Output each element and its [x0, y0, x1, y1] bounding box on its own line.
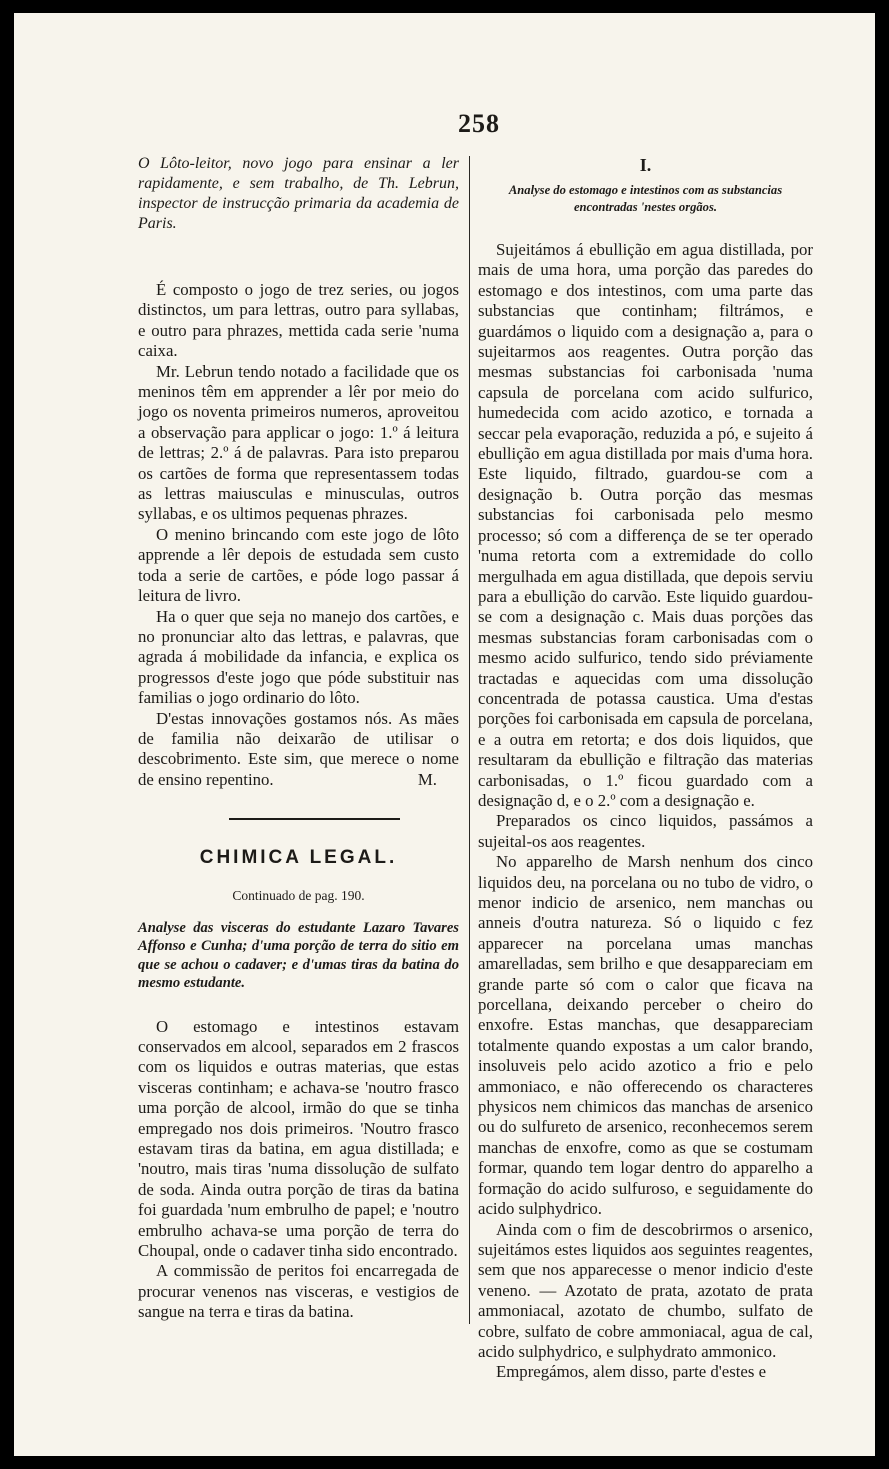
section-title: CHIMICA LEGAL. — [199, 847, 398, 869]
spacer — [138, 907, 459, 919]
paragraph: Mr. Lebrun tendo notado a facilidade que os meninos têm em apprender a lêr por meio do jogo os noventa primeiros numeros, aproveitou a observação para applicar o jogo: 1.º á leitura de lettras; 2.º á de palavras. Para isto preparou os cartões de forma que representassem todas as lettras maiusculas e minusculas, outros syllabas, e os ultimos pequenas phrazes. — [138, 361, 459, 524]
paragraph: O estomago e intestinos estavam conservados em alcool, separados em 2 frascos com os liquidos e outras materias, que estas visceras continham; e achava-se 'noutro frasco uma porção de alcool, irmão do que se tinha empregado nos dois primeiros. 'Noutro frasco estavam tiras da batina, em agua distillada; e 'noutro, mais tiras 'numa dissolução de sulfato de soda. Ainda outra porção de tiras da batina foi guardada 'num embrulho de papel; e 'noutro embrulho achava-se uma porção de terra do Choupal, onde o cadaver tinha sido encontrado. — [138, 1016, 459, 1261]
paragraph: Empregámos, alem disso, parte d'estes e — [496, 1362, 767, 1382]
rule-wrap — [138, 790, 459, 830]
paragraph: Sujeitámos á ebullição em agua distillada, por mais de uma hora, uma porção das paredes do estomago e dos intestinos, com uma parte das substancias que continham; filtrámos, e guardámos o liquido com a designação a, para o sujeitarmos aos reagentes. Outra porção das mesmas substancias foi carbonisada 'numa capsula de porcelana com acido sulfurico, humedecida com acido azotico, e tornada a seccar pela evaporação, reduzida a pó, e sujeito á ebullição em agua distillada por mais d'uma hora. Este liquido, filtrado, guardou-se com a designação b. Outra porção das mesmas substancias foi carbonisada pelo mesmo processo; só com a differença de se ter operado 'numa retorta com a extremidade do collo mergulhada em agua distillada, que depois serviu para a ebullição do carvão. Este liquido guardou-se com a designação c. Mais duas porções das mesmas substancias foram carbonisadas com o mesmo acido sulfurico, tendo sido préviamente tractadas e aquecidas com uma dissolução concentrada de potassa caustica. Uma d'estas porções foi carbonisada em capsula de porcelana, e a outra em retorta; e dos dois liquidos, que resultaram da ebullição e filtração das materias carbonisadas, o 1.º ficou guardado com a designação d, e o 2.º com a designação e. — [478, 240, 813, 810]
paragraph: Ha o quer que seja no manejo dos cartões, e no pronunciar alto das lettras, e palavras, que agrada á mobilidade da infancia, e explica os progressos d'este jogo que póde substituir nas familias o jogo ordinario do lôto. — [138, 606, 459, 708]
left-column — [138, 154, 459, 1323]
paragraph: A commissão de peritos foi encarregada de procurar venenos nas visceras, e vestigios de sangue na terra e tiras da batina. — [138, 1261, 459, 1322]
paragraph: É composto o jogo de trez series, ou jogos distinctos, um para lettras, outro para syllabas, e outro para phrazes, mettida cada serie 'numa caixa. — [138, 280, 459, 361]
signature: M. — [417, 769, 437, 789]
section-numeral: I. — [639, 155, 652, 175]
paragraph: No apparelho de Marsh nenhum dos cinco liquidos deu, na porcelana ou no tubo de vidro, o menor indicio de arsenico, nem manchas ou anneis d'outra natureza. Só o liquido c fez apparecer na porcelana umas manchas amarelladas, sem brilho e que desappareciam em grande parte só com o calor que ficava na porcellana, deixando perceber o cheiro do enxofre. Estas manchas, que desappareciam totalmente quando expostas a um calor brando, insoluveis pelo acido azotico a frio e pelo ammoniaco, e não offerecendo os characteres physicos nem chimicos das manchas de arsenico ou do sulfureto de arsenico, reconhecemos serem manchas de enxofre, como as que se costumam formar, quando tem logar dentro do apparelho a formação do acido sulfuroso, e seguidamente do acido sulphydrico. — [478, 852, 813, 1219]
intro-title: O Lôto-leitor, novo jogo para ensinar a ler rapidamente, e sem trabalho, de Th. Lebrun, inspector de instrucção primaria da academia de Paris. — [138, 155, 459, 232]
paragraph: Preparados os cinco liquidos, passámos a sujeital-os aos reagentes. — [478, 811, 813, 851]
right-column — [478, 154, 813, 1383]
closing-paragraph — [138, 709, 459, 791]
analysis-title: Analyse das visceras do estudante Lazaro Tavares Affonso e Cunha; d'uma porção de terra do sitio em que se achou o cadaver; e d'umas tiras da batina do mesmo estudante. — [138, 919, 459, 992]
spacer — [138, 234, 459, 280]
closing-text: D'estas innovações gostamos nós. As mães de familia não deixarão de utilisar o descobrimento. Este sim, que merece o nome de ensino repentino. — [138, 708, 459, 789]
horizontal-rule — [229, 818, 400, 820]
spacer — [478, 216, 813, 240]
spacer — [138, 993, 459, 1017]
section-subtitle: Analyse do estomago e intestinos com as substancias encontradas 'nestes orgãos. — [508, 183, 783, 214]
paragraph: O menino brincando com este jogo de lôto apprende a lêr depois de estudada sem custo toda a serie de cartões, e póde logo passar á leitura de livro. — [138, 524, 459, 606]
paragraph: Ainda com o fim de descobrirmos o arsenico, sujeitámos estes liquidos aos seguintes reagentes, sem que nos apparecesse o menor indicio d'este veneno. — Azotato de prata, azotato de prata ammoniacal, azotato de chumbo, sulfato de cobre, sulfato de cobre ammoniacal, agua de cal, acido sulphydrico, e sulphydrato ammonico. — [478, 1219, 813, 1361]
continued-note: Continuado de pag. 190. — [232, 888, 365, 904]
column-divider — [469, 156, 470, 1324]
page-number: 258 — [458, 109, 500, 138]
newspaper-page — [14, 13, 875, 1456]
